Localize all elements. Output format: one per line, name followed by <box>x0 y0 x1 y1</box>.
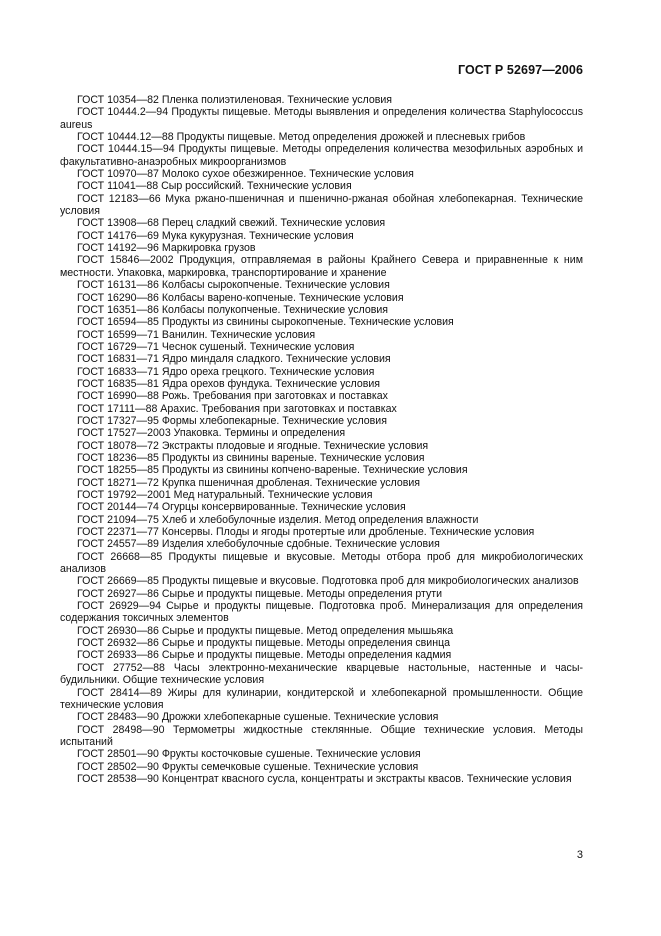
reference-entry: ГОСТ 28483—90 Дрожжи хлебопекарные сушеные. Технические условия <box>77 711 439 724</box>
reference-entry: ГОСТ 10444.12—88 Продукты пищевые. Метод определения дрожжей и плесневых грибов <box>77 131 526 144</box>
reference-entry: ГОСТ 14192—96 Маркировка грузов <box>77 242 256 255</box>
reference-entry: ГОСТ 16599—71 Ванилин. Технические условия <box>77 328 316 341</box>
reference-entry: ГОСТ 26927—86 Сырье и продукты пищевые. Методы определения ртути <box>77 587 443 600</box>
reference-entry: ГОСТ 16833—71 Ядро ореха грецкого. Технические условия <box>77 365 375 378</box>
reference-entry: ГОСТ 10970—87 Молоко сухое обезжиренное. Технические условия <box>77 168 414 181</box>
reference-entry: ГОСТ 18078—72 Экстракты плодовые и ягодные. Технические условия <box>77 439 429 452</box>
reference-entry: ГОСТ 26929—94 Сырье и продукты пищевые. Подготовка проб. Минерализация для определения содержания токсичных элементов <box>60 600 583 625</box>
reference-entry: ГОСТ 16990—88 Рожь. Требования при заготовках и поставках <box>77 390 388 403</box>
reference-entry: ГОСТ 12183—66 Мука ржано-пшеничная и пшенично-ржаная обойная хлебопекарная. Технические условия <box>60 192 583 218</box>
reference-entry: ГОСТ 14176—69 Мука кукурузная. Технические условия <box>77 229 354 242</box>
reference-entry: ГОСТ 28538—90 Концентрат квасного сусла, концентраты и экстракты квасов. Технические условия <box>77 772 572 785</box>
reference-entry: ГОСТ 16351—86 Колбасы полукопченые. Технические условия <box>77 303 389 316</box>
reference-entry: ГОСТ 16835—81 Ядра орехов фундука. Технические условия <box>77 377 381 390</box>
reference-entry: ГОСТ 26668—85 Продукты пищевые и вкусовые. Методы отбора проб для микробиологических анализов <box>60 550 583 576</box>
reference-entry: ГОСТ 28498—90 Термометры жидкостные стеклянные. Общие технические условия. Методы испытаний <box>60 723 583 748</box>
reference-entry: ГОСТ 17111—88 Арахис. Требования при заготовках и поставках <box>77 402 397 415</box>
reference-entry: ГОСТ 20144—74 Огурцы консервированные. Технические условия <box>77 501 406 514</box>
reference-entry: ГОСТ 27752—88 Часы электронно-механические кварцевые настольные, настенные и часы-будильники. Общие технические условия <box>60 661 583 687</box>
reference-entry: ГОСТ 28501—90 Фрукты косточковые сушеные. Технические условия <box>77 748 421 761</box>
reference-entry: ГОСТ 10444.15—94 Продукты пищевые. Методы определения количества мезофильных аэробных и факультативно-анаэробных микроорганизмов <box>60 143 583 168</box>
reference-entry: ГОСТ 18271—72 Крупка пшеничная дробленая. Технические условия <box>77 476 421 489</box>
reference-entry: ГОСТ 21094—75 Хлеб и хлебобулочные изделия. Метод определения влажности <box>77 513 479 526</box>
reference-entry: ГОСТ 16729—71 Чеснок сушеный. Технические условия <box>77 340 355 353</box>
reference-entry: ГОСТ 26933—86 Сырье и продукты пищевые. Методы определения кадмия <box>77 649 452 662</box>
reference-entry: ГОСТ 22371—77 Консервы. Плоды и ягоды протертые или дробленые. Технические условия <box>77 526 535 539</box>
reference-entry: ГОСТ 28414—89 Жиры для кулинарии, кондитерской и хлебопекарной промышленности. Общие технические условия <box>60 686 583 711</box>
reference-entry: ГОСТ 16594—85 Продукты из свинины сырокопченые. Технические условия <box>77 316 454 329</box>
document-header: ГОСТ Р 52697—2006 <box>457 63 583 77</box>
reference-entry: ГОСТ 26669—85 Продукты пищевые и вкусовые. Подготовка проб для микробиологических анализов <box>77 575 579 588</box>
reference-entry: ГОСТ 13908—68 Перец сладкий свежий. Технические условия <box>77 217 386 230</box>
reference-entry: ГОСТ 19792—2001 Мед натуральный. Технические условия <box>77 489 373 501</box>
reference-entry: ГОСТ 10354—82 Пленка полиэтиленовая. Технические условия <box>77 94 393 106</box>
reference-entry: ГОСТ 16831—71 Ядро миндаля сладкого. Технические условия <box>77 353 391 366</box>
reference-entry: ГОСТ 16131—86 Колбасы сырокопченые. Технические условия <box>77 279 390 292</box>
reference-entry: ГОСТ 11041—88 Сыр российский. Технические условия <box>77 180 352 193</box>
page-number: 3 <box>576 849 583 861</box>
reference-entry: ГОСТ 26930—86 Сырье и продукты пищевые. Метод определения мышьяка <box>77 624 454 637</box>
reference-entry: ГОСТ 18255—85 Продукты из свинины копчено-вареные. Технические условия <box>77 464 468 477</box>
reference-entry: ГОСТ 26932—86 Сырье и продукты пищевые. Методы определения свинца <box>77 637 451 650</box>
reference-entry: ГОСТ 28502—90 Фрукты семечковые сушеные. Технические условия <box>77 760 419 773</box>
reference-entry: ГОСТ 18236—85 Продукты из свинины вареные. Технические условия <box>77 451 425 464</box>
reference-entry: ГОСТ 10444.2—94 Продукты пищевые. Методы выявления и определения количества Staphylococcus aureus <box>60 106 583 131</box>
reference-entry: ГОСТ 16290—86 Колбасы варено-копченые. Технические условия <box>77 291 404 304</box>
reference-entry: ГОСТ 17327—95 Формы хлебопекарные. Технические условия <box>77 414 387 427</box>
reference-entry: ГОСТ 17527—2003 Упаковка. Термины и определения <box>77 427 346 440</box>
reference-entry: ГОСТ 24557—89 Изделия хлебобулочные сдобные. Технические условия <box>77 538 440 551</box>
reference-entry: ГОСТ 15846—2002 Продукция, отправляемая в районы Крайнего Севера и приравненные к ним местности. Упаковка, маркировка, транспортирование и хранение <box>60 254 583 279</box>
normative-references-list <box>60 94 583 785</box>
